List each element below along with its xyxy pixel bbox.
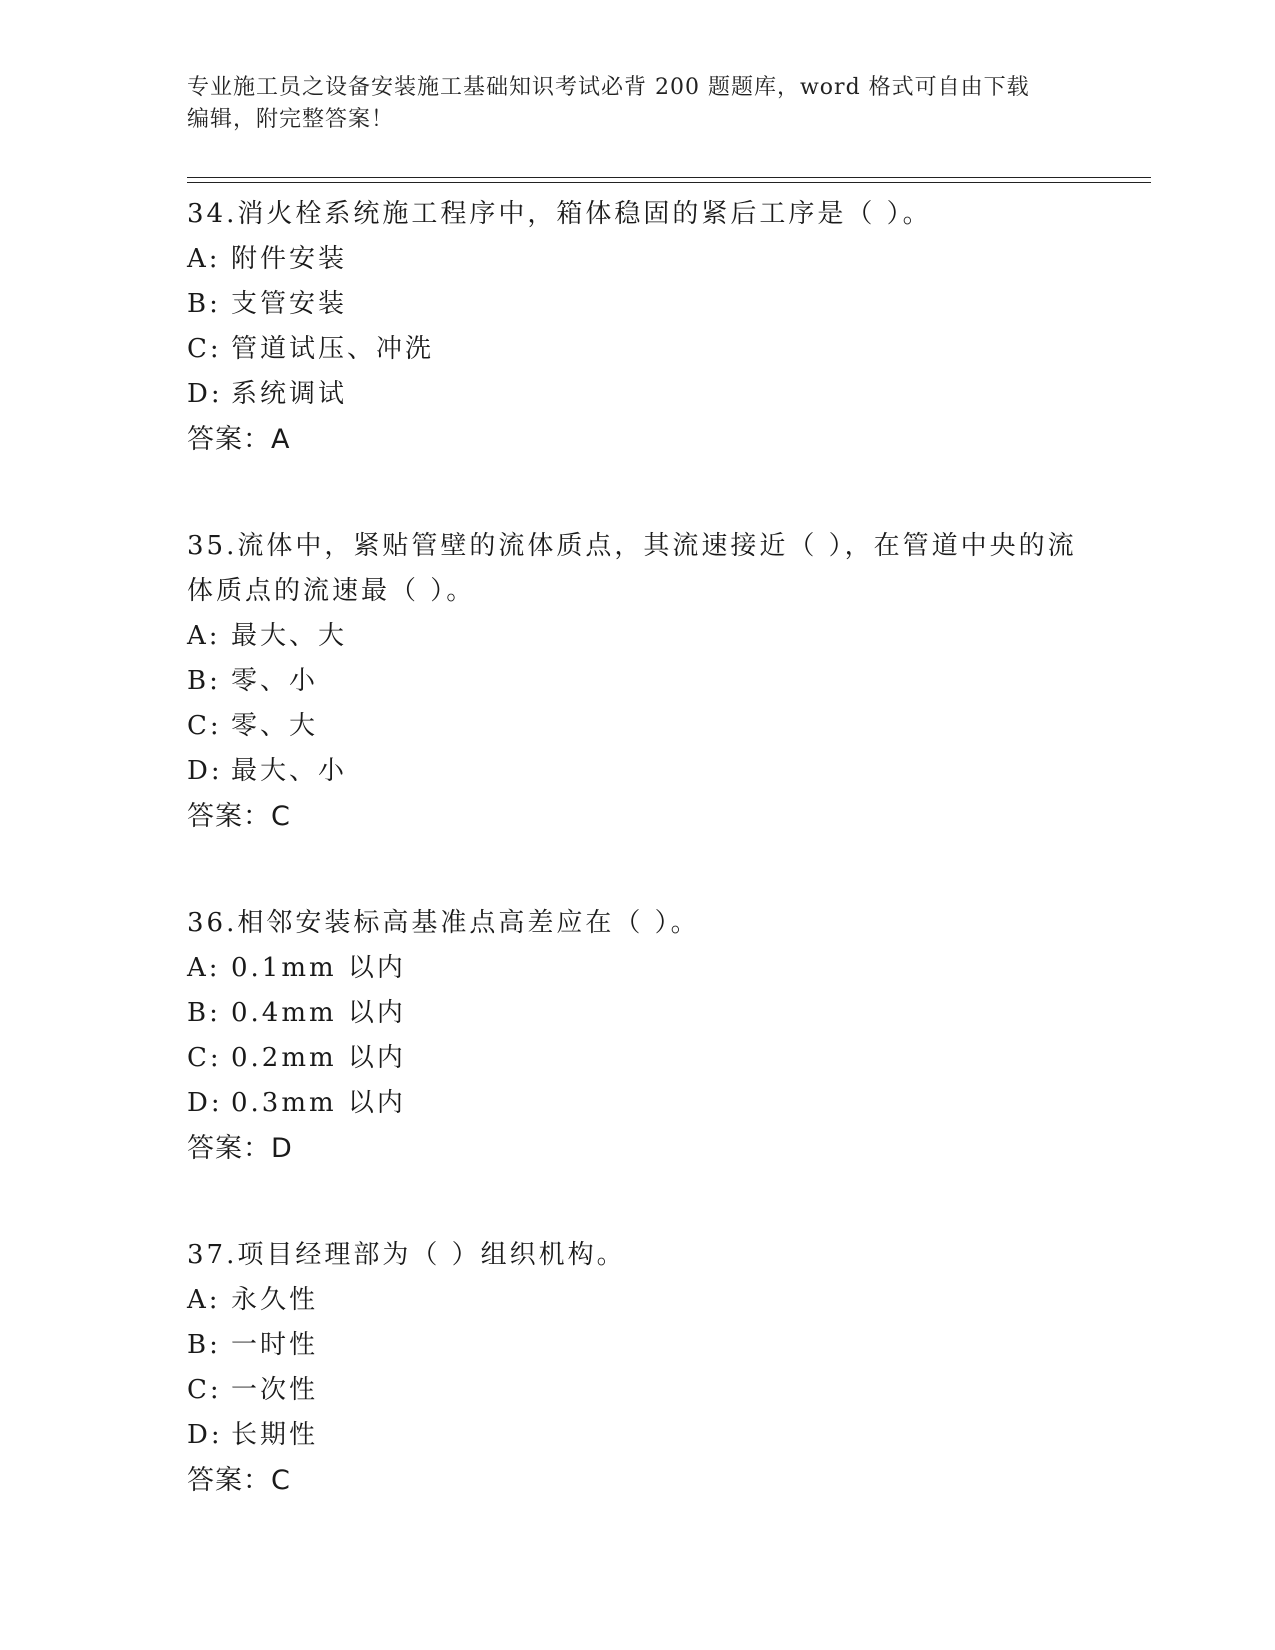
header-divider-top [187, 177, 1151, 178]
option-text: 零、小 [231, 666, 319, 696]
option-text: 0.4mm 以内 [231, 998, 406, 1028]
option-b [187, 659, 1087, 704]
answer-line: 答案：D [187, 1133, 293, 1164]
question-36 [187, 899, 1087, 1171]
option-letter: A: [187, 1285, 221, 1315]
option-text: 附件安装 [231, 244, 348, 274]
option-letter: B: [187, 998, 221, 1028]
option-text: 一时性 [231, 1330, 319, 1360]
question-stem: 34.消火栓系统施工程序中，箱体稳固的紧后工序是（ ）。 [187, 199, 932, 229]
option-text: 最大、小 [231, 756, 348, 786]
header-divider-bottom [187, 182, 1151, 183]
document-header [187, 72, 1077, 136]
option-a [187, 946, 1087, 991]
option-a [187, 1278, 1087, 1323]
option-d [187, 749, 1087, 794]
option-d [187, 1413, 1087, 1458]
option-letter: B: [187, 289, 221, 319]
option-text: 0.3mm 以内 [231, 1088, 406, 1118]
option-b [187, 282, 1087, 327]
option-text: 0.1mm 以内 [231, 953, 406, 983]
header-line-2: 编辑，附完整答案！ [187, 107, 395, 132]
option-letter: A: [187, 953, 221, 983]
option-a [187, 614, 1087, 659]
question-37 [187, 1231, 1087, 1503]
option-letter: A: [187, 621, 221, 651]
option-b [187, 1323, 1087, 1368]
question-stem: 36.相邻安装标高基准点高差应在（ ）。 [187, 908, 700, 938]
answer-line: 答案：C [187, 1465, 291, 1496]
question-stem: 37.项目经理部为（ ）组织机构。 [187, 1240, 626, 1270]
option-text: 一次性 [231, 1375, 319, 1405]
question-34 [187, 190, 1087, 462]
option-text: 支管安装 [231, 289, 348, 319]
option-c [187, 1368, 1087, 1413]
option-c [187, 327, 1087, 372]
option-b [187, 991, 1087, 1036]
option-text: 系统调试 [231, 379, 348, 409]
option-letter: D: [187, 1088, 223, 1118]
question-stem: 35.流体中，紧贴管壁的流体质点，其流速接近（ ），在管道中央的流体质点的流速最（ ）。 [187, 531, 1077, 606]
option-text: 最大、大 [231, 621, 348, 651]
option-text: 零、大 [231, 711, 319, 741]
option-letter: C: [187, 1043, 222, 1073]
option-c [187, 704, 1087, 749]
option-text: 0.2mm 以内 [231, 1043, 406, 1073]
option-c [187, 1036, 1087, 1081]
answer-line: 答案：C [187, 801, 291, 832]
option-letter: D: [187, 1420, 223, 1450]
option-text: 长期性 [231, 1420, 319, 1450]
option-letter: A: [187, 244, 221, 274]
option-d [187, 372, 1087, 417]
answer-line: 答案：A [187, 424, 291, 455]
question-35 [187, 522, 1087, 839]
option-letter: D: [187, 756, 223, 786]
question-list [187, 190, 1087, 1563]
option-text: 永久性 [231, 1285, 319, 1315]
option-d [187, 1081, 1087, 1126]
option-letter: C: [187, 711, 222, 741]
option-letter: C: [187, 334, 222, 364]
option-letter: C: [187, 1375, 222, 1405]
option-letter: B: [187, 666, 221, 696]
option-letter: B: [187, 1330, 221, 1360]
option-text: 管道试压、冲洗 [231, 334, 435, 364]
option-a [187, 237, 1087, 282]
header-line-1: 专业施工员之设备安装施工基础知识考试必背 200 题题库，word 格式可自由下载 [187, 75, 1030, 100]
option-letter: D: [187, 379, 223, 409]
